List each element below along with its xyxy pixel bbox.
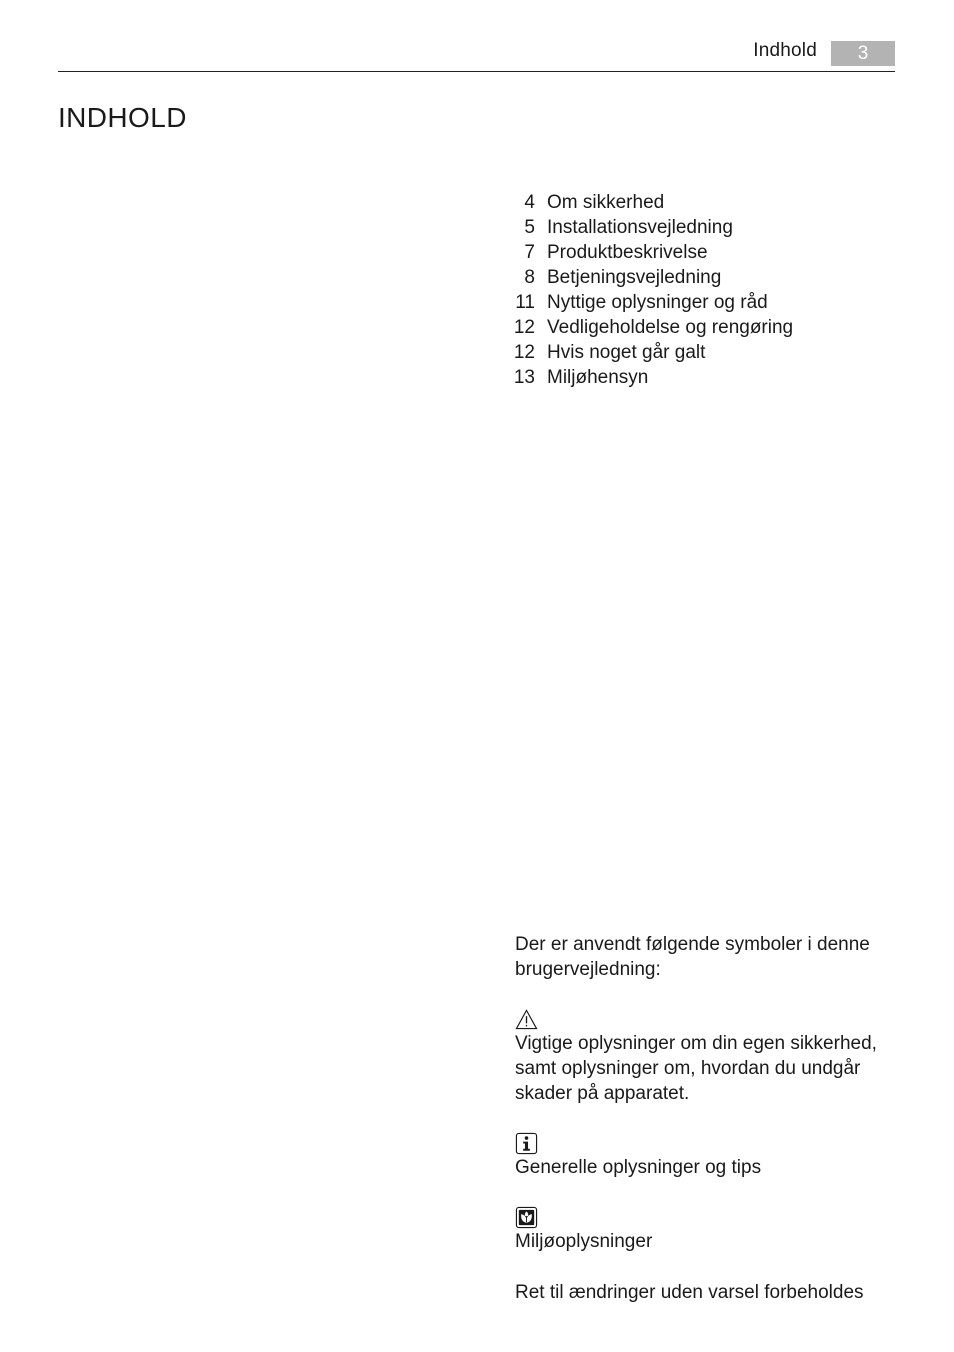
toc-entry-fejlfinding[interactable] [505,340,793,365]
toc-entry-title: Hvis noget går galt [547,342,706,363]
toc-page-number: 11 [515,292,535,313]
toc-entry-betjening[interactable] [505,265,793,290]
toc-page-number: 5 [524,217,535,238]
symbols-intro: Der er anvendt følgende symboler i denne brugervejledning: [515,934,870,980]
table-of-contents [505,190,793,390]
page-number-badge: 3 [831,41,895,66]
toc-page-number: 12 [513,342,535,363]
toc-entry-title: Vedligeholdelse og rengøring [547,317,794,338]
toc-entry-sikkerhed[interactable] [505,190,793,215]
header-section-title: Indhold [753,40,817,61]
toc-entry-produktbeskrivelse[interactable] [505,240,793,265]
environment-icon [515,1206,538,1229]
disclaimer-text: Ret til ændringer uden varsel forbeholdes [515,1282,864,1303]
toc-entry-title: Installationsvejledning [547,217,733,238]
page-title: INDHOLD [58,102,187,133]
toc-page-number: 13 [513,367,535,388]
toc-entry-title: Produktbeskrivelse [547,242,708,263]
toc-page-number: 7 [524,242,535,263]
symbol-warning [515,1008,895,1106]
toc-entry-title: Miljøhensyn [547,367,649,388]
warning-triangle-icon [515,1008,538,1031]
toc-page-number: 4 [524,192,535,213]
toc-entry-installation[interactable] [505,215,793,240]
header-divider [58,71,895,72]
toc-page-number: 12 [513,317,535,338]
toc-entry-vedligeholdelse[interactable] [505,315,793,340]
info-icon [515,1132,538,1155]
toc-entry-title: Om sikkerhed [547,192,665,213]
symbol-warning-text: Vigtige oplysninger om din egen sikkerhed, samt oplysninger om, hvordan du undgår skader på apparatet. [515,1033,877,1104]
toc-entry-nyttige-oplysninger[interactable] [505,290,793,315]
symbol-environment-text: Miljøoplysninger [515,1231,653,1252]
toc-entry-miljoehensyn[interactable] [505,365,793,390]
toc-entry-title: Betjeningsvejledning [547,267,722,288]
symbol-info [515,1132,895,1180]
symbols-legend [515,932,895,1305]
toc-page-number: 8 [524,267,535,288]
symbol-environment [515,1206,895,1254]
symbol-info-text: Generelle oplysninger og tips [515,1157,762,1178]
toc-entry-title: Nyttige oplysninger og råd [547,292,768,313]
